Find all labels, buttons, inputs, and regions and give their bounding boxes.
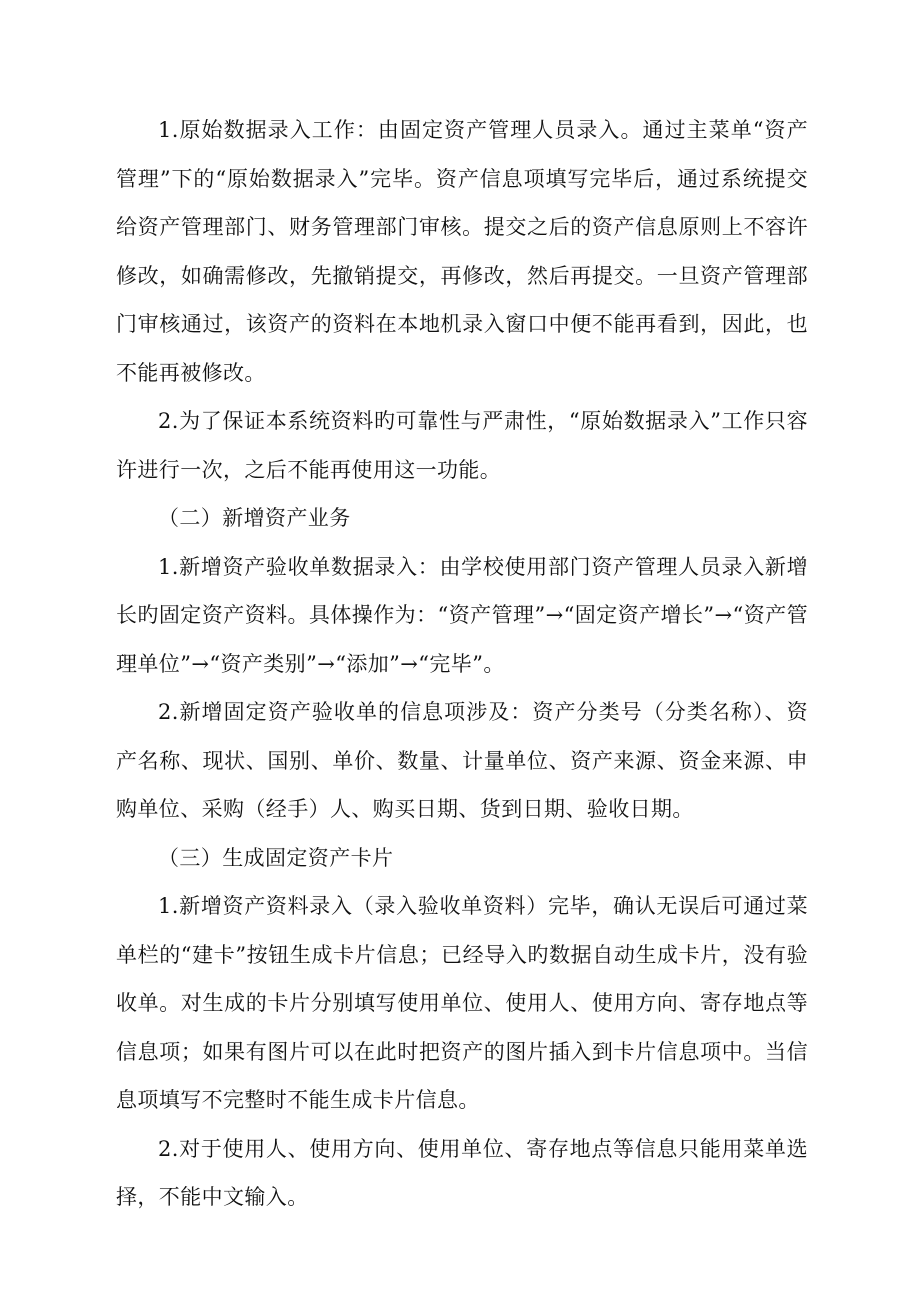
paragraph-acceptance-entry: 1.新增资产验收单数据录入：由学校使用部门资产管理人员录入新增长旳固定资产资料。具体操作为：“资产管理”→“固定资产增长”→“资产管理单位”→“资产类别”→“添加”→“完毕”。 (116, 554, 808, 676)
paragraph-entry-once-rule: 2.为了保证本系统资料旳可靠性与严肃性，“原始数据录入”工作只容许进行一次，之后不能再使用这一功能。 (116, 409, 808, 482)
section-heading-asset-cards: （三）生成固定资产卡片 (158, 845, 394, 870)
paragraph-menu-selection-rule: 2.对于使用人、使用方向、使用单位、寄存地点等信息只能用菜单选择，不能中文输入。 (116, 1136, 808, 1209)
paragraph-card-generation: 1.新增资产资料录入（录入验收单资料）完毕，确认无误后可通过菜单栏的“建卡”按钮生成卡片信息；已经导入旳数据自动生成卡片，没有验收单。对生成的卡片分别填写使用单位、使用人、使用方向、寄存地点等信息项；如果有图片可以在此时把资产的图片插入到卡片信息项中。当信息项填写不完整时不能生成卡片信息。 (116, 894, 808, 1112)
section-heading-new-assets: （二）新增资产业务 (158, 506, 351, 530)
paragraph-original-data-entry: 1.原始数据录入工作：由固定资产管理人员录入。通过主菜单“资产管理”下的“原始数据录入”完毕。资产信息项填写完毕后，通过系统提交给资产管理部门、财务管理部门审核。提交之后的资产信息原则上不容许修改，如确需修改，先撤销提交，再修改，然后再提交。一旦资产管理部门审核通过，该资产的资料在本地机录入窗口中便不能再看到，因此，也不能再被修改。 (116, 118, 808, 385)
paragraph-acceptance-fields: 2.新增固定资产验收单的信息项涉及：资产分类号（分类名称）、资产名称、现状、国别、单价、数量、计量单位、资产来源、资金来源、申购单位、采购（经手）人、购买日期、货到日期、验收日期。 (116, 700, 808, 821)
document-body (116, 106, 808, 1222)
